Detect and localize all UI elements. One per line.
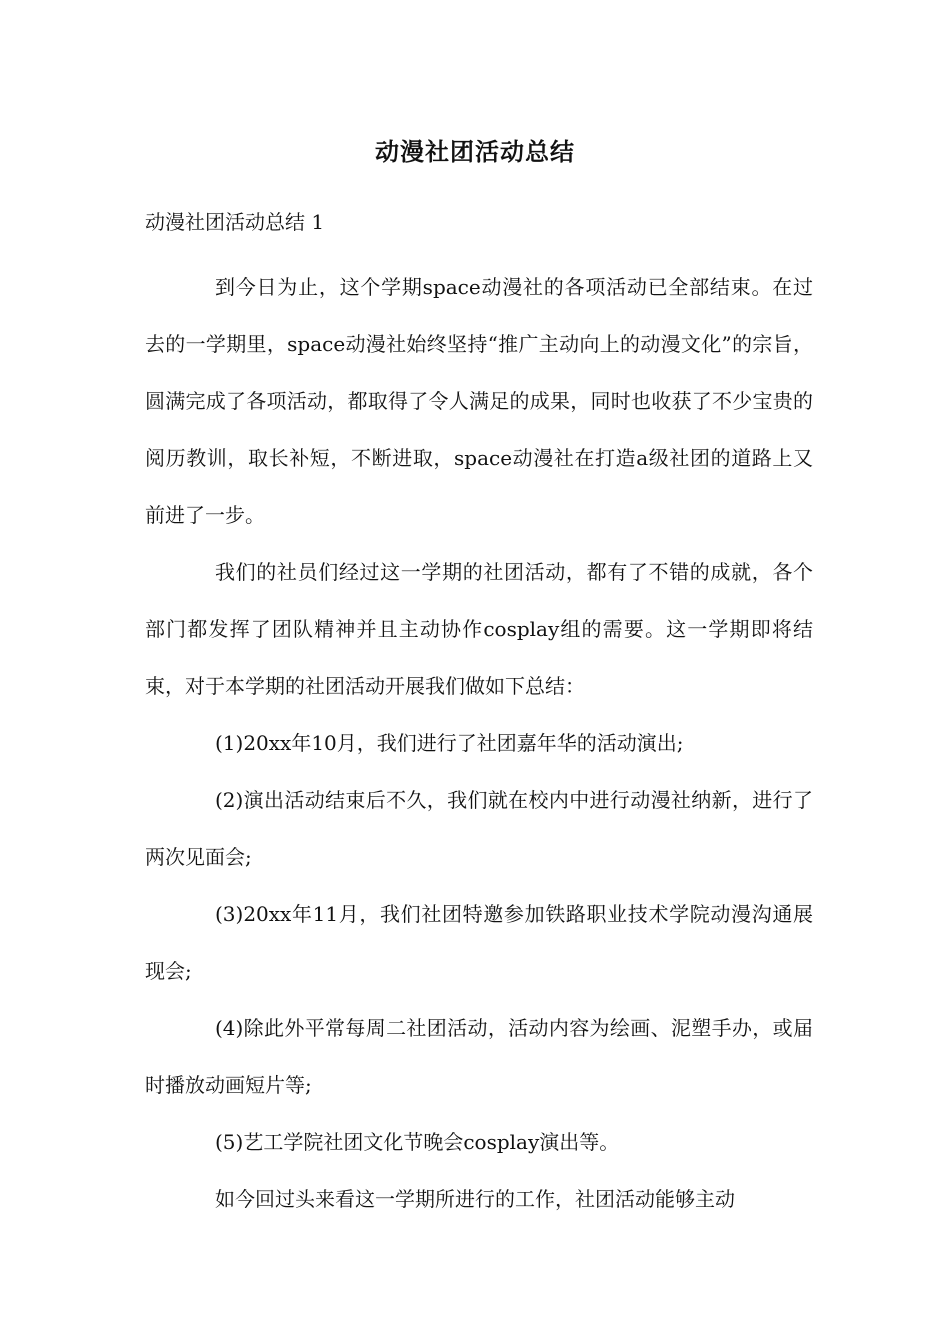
- paragraph-reflection: 如今回过头来看这一学期所进行的工作，社团活动能够主动: [215, 1187, 735, 1211]
- list-item-1: (1)20xx年10月，我们进行了社团嘉年华的活动演出;: [215, 731, 684, 755]
- list-item-2: (2)演出活动结束后不久，我们就在校内中进行动漫社纳新，进行了两次见面会;: [145, 788, 813, 869]
- list-item-5: (5)艺工学院社团文化节晚会cosplay演出等。: [215, 1130, 620, 1154]
- document-title: 动漫社团活动总结: [375, 138, 575, 166]
- paragraph-intro: 到今日为止，这个学期space动漫社的各项活动已全部结束。在过去的一学期里，space动漫社始终坚持“推广主动向上的动漫文化”的宗旨，圆满完成了各项活动，都取得了令人满足的成果，同时也收获了不少宝贵的阅历教训，取长补短，不断进取，space动漫社在打造a级社团的道路上又前进了一步。: [145, 275, 813, 527]
- list-item-4: (4)除此外平常每周二社团活动，活动内容为绘画、泥塑手办，或届时播放动画短片等;: [145, 1016, 813, 1097]
- paragraph-summary-intro: 我们的社员们经过这一学期的社团活动，都有了不错的成就，各个部门都发挥了团队精神并且主动协作cosplay组的需要。这一学期即将结束，对于本学期的社团活动开展我们做如下总结：: [145, 560, 813, 698]
- section-heading: 动漫社团活动总结 1: [145, 210, 325, 234]
- list-item-3: (3)20xx年11月，我们社团特邀参加铁路职业技术学院动漫沟通展现会;: [145, 902, 813, 983]
- document-body: [145, 203, 813, 1228]
